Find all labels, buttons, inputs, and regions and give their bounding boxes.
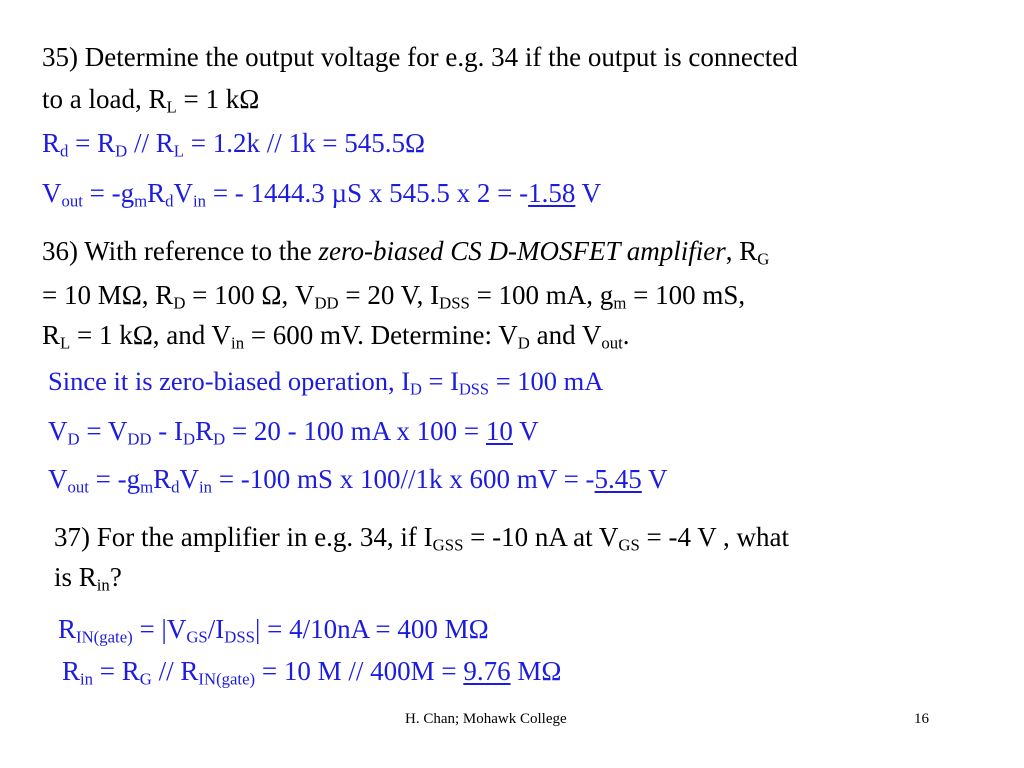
text-run: = 1 kΩ, and V (70, 320, 232, 350)
text-run: = 10 M // 400M = (255, 656, 464, 686)
text-run: ? (109, 562, 122, 592)
text-run: = -4 V , what (639, 522, 789, 552)
q37-result: 9.76 (463, 656, 511, 686)
text-run: = 100 mA (489, 366, 604, 396)
subscript: DD (314, 293, 339, 313)
subscript: D (517, 333, 530, 353)
text-run: Since it is zero-biased operation, I (48, 366, 411, 396)
q36-statement-line1 (42, 236, 770, 269)
text-run: = 100 Ω, V (185, 280, 315, 310)
subscript: G (757, 249, 770, 269)
text-run: R (153, 464, 172, 494)
text-run: // R (151, 656, 199, 686)
subscript: DSS (439, 293, 470, 313)
text-run: V (48, 416, 68, 446)
subscript: m (134, 191, 148, 211)
q35-result: 1.58 (528, 178, 576, 208)
subscript: L (60, 333, 71, 353)
subscript: IN(gate) (198, 669, 256, 689)
subscript: D (183, 429, 196, 449)
page-number: 16 (914, 711, 929, 727)
subscript: L (166, 97, 177, 117)
q36-answer-id (48, 366, 604, 399)
subscript: in (80, 669, 94, 689)
text-run: = 600 mV. Determine: V (244, 320, 518, 350)
q36-statement-line3 (42, 320, 630, 353)
subscript: GS (618, 535, 640, 555)
subscript: G (139, 669, 152, 689)
subscript: d (60, 141, 69, 161)
text-run: = -g (88, 464, 141, 494)
text-run: 36) With reference to the (42, 236, 319, 266)
text-run: = R (93, 656, 140, 686)
subscript: in (193, 191, 207, 211)
subscript: out (67, 477, 89, 497)
subscript: out (601, 333, 623, 353)
subscript: m (140, 477, 154, 497)
text-run: V (48, 464, 68, 494)
text-run: V (512, 416, 539, 446)
text-run: to a load, R (42, 84, 167, 114)
text-run: = |V (132, 614, 187, 644)
subscript: D (410, 379, 422, 399)
q36-statement-line2 (42, 280, 746, 313)
text-run: = -g (82, 178, 135, 208)
subscript: out (61, 191, 83, 211)
text-run: /I (207, 614, 225, 644)
q35-statement-line2 (42, 84, 260, 117)
subscript: D (67, 429, 80, 449)
text-run: R (58, 614, 77, 644)
subscript: IN(gate) (76, 627, 133, 647)
text-run: = 20 - 100 mA x 100 = (225, 416, 486, 446)
q35-answer-rd (42, 128, 426, 161)
q35-statement-line1 (42, 44, 798, 71)
subscript: D (115, 141, 128, 161)
text-run: = - 1444.3 µS x 545.5 x 2 = - (206, 178, 529, 208)
text-run: // R (127, 128, 174, 158)
text-run: is R (54, 562, 97, 592)
subscript: in (231, 333, 245, 353)
q36-answer-vout (48, 464, 668, 497)
text-run: MΩ (510, 656, 562, 686)
text-run: 35) Determine the output voltage for e.g. 34 if the output is connected (42, 42, 798, 72)
text-run: R (147, 178, 166, 208)
text-run: = 10 MΩ, R (42, 280, 174, 310)
text-run: R (195, 416, 214, 446)
q36-answer-vd (48, 416, 539, 449)
text-run: = 1.2k // 1k = 545.5Ω (183, 128, 426, 158)
subscript: GSS (432, 535, 464, 555)
text-run: = 100 mS, (626, 280, 746, 310)
text-run: = 20 V, I (338, 280, 440, 310)
text-run: = 100 mA, g (469, 280, 614, 310)
subscript: DSS (458, 379, 490, 399)
text-run: = I (421, 366, 459, 396)
text-run: 37) For the amplifier in e.g. 34, if I (54, 522, 433, 552)
text-run: = V (79, 416, 128, 446)
text-run: and V (529, 320, 602, 350)
q37-answer-rin-gate (58, 614, 489, 647)
text-run: = -10 nA at V (463, 522, 619, 552)
footer-credit: H. Chan; Mohawk College (405, 711, 567, 727)
q36-vout-result: 5.45 (594, 464, 642, 494)
text-run: V (173, 178, 194, 208)
subscript: D (173, 293, 186, 313)
text-run: = 1 kΩ (176, 84, 260, 114)
text-run: R (42, 320, 61, 350)
subscript: L (173, 141, 184, 161)
text-run: | = 4/10nA = 400 MΩ (254, 614, 489, 644)
q36-vd-result: 10 (485, 416, 513, 446)
subscript: d (171, 477, 180, 497)
q37-statement-line2 (54, 562, 122, 595)
text-run: R (42, 128, 61, 158)
subscript: GS (186, 627, 208, 647)
text-run: . (622, 320, 630, 350)
text-run: V (42, 178, 62, 208)
subscript: DSS (224, 627, 255, 647)
subscript: DD (127, 429, 152, 449)
text-run: R (62, 656, 81, 686)
subscript: m (613, 293, 627, 313)
subscript: in (199, 477, 213, 497)
text-run: = R (68, 128, 116, 158)
text-run: V (179, 464, 200, 494)
subscript: D (213, 429, 226, 449)
q37-statement-line1 (54, 522, 789, 555)
text-run: - I (151, 416, 183, 446)
subscript: in (96, 575, 110, 595)
subscript: d (165, 191, 174, 211)
text-run: = -100 mS x 100//1k x 600 mV = - (212, 464, 595, 494)
text-run: V (575, 178, 602, 208)
text-run: V (641, 464, 668, 494)
q37-answer-rin (62, 656, 562, 689)
q36-emphasis: zero-biased CS D-MOSFET amplifier (318, 236, 726, 266)
q35-answer-vout (42, 178, 602, 211)
text-run: , R (725, 236, 758, 266)
